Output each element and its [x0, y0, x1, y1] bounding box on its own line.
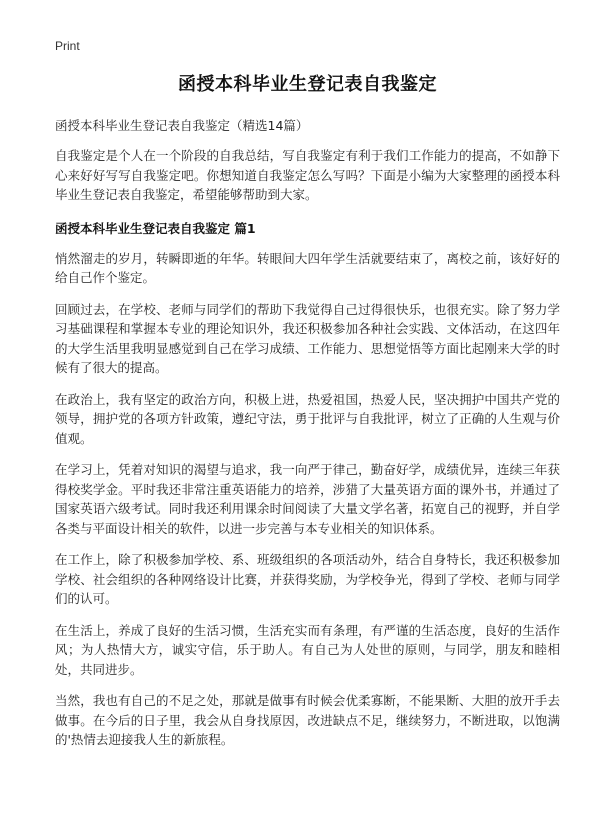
paragraph-work: 在工作上，除了积极参加学校、系、班级组织的各项活动外，结合自身特长，我还积极参加学校、社会组织的各种网络设计比赛，并获得奖励，为学校争光，得到了学校、老师与同学们的认可。 [55, 552, 560, 606]
intro-paragraph: 自我鉴定是个人在一个阶段的自我总结，写自我鉴定有利于我们工作能力的提高，不如静下心来好好写写自我鉴定吧。你想知道自我鉴定怎么写吗？下面是小编为大家整理的函授本科毕业生登记表自我鉴定，希望能够帮助到大家。 [55, 148, 560, 202]
document-subtitle: 函授本科毕业生登记表自我鉴定（精选14篇） [55, 118, 309, 133]
page-title: 函授本科毕业生登记表自我鉴定 [178, 74, 437, 95]
print-link[interactable]: Print [55, 39, 80, 53]
section-heading: 函授本科毕业生登记表自我鉴定 篇1 [55, 220, 256, 236]
paragraph-life: 在生活上，养成了良好的生活习惯，生活充实而有条理，有严谨的生活态度，良好的生活作风；为人热情大方，诚实守信，乐于助人。有自己为人处世的原则，与同学，朋友和睦相处，共同进步。 [55, 622, 560, 677]
paragraph-shortcomings: 当然，我也有自己的不足之处，那就是做事有时候会优柔寡断，不能果断、大胆的放开手去做事。在今后的日子里，我会从自身找原因，改进缺点不足，继续努力，不断进取，以饱满的'热情去迎接我人生的新旅程。 [55, 693, 560, 747]
paragraph-review: 回顾过去，在学校、老师与同学们的帮助下我觉得自己过得很快乐，也很充实。除了努力学习基础课程和掌握本专业的理论知识外，我还积极参加各种社会实践、文体活动，在这四年的大学生活里我明显感觉到自己在学习成绩、工作能力、思想觉悟等方面比起刚来大学的时候有了很大的提高。 [55, 301, 560, 375]
paragraph-study: 在学习上，凭着对知识的渴望与追求，我一向严于律己，勤奋好学，成绩优异，连续三年获得校奖学金。平时我还非常注重英语能力的培养，涉猎了大量英语方面的课外书，并通过了国家英语六级考试。同时我还利用课余时间阅读了大量文学名著，拓宽自己的视野，并自学各类与平面设计相关的软件，以进一步完善与本专业相关的知识体系。 [55, 462, 560, 536]
paragraph-opening: 悄然溜走的岁月，转瞬即逝的年华。转眼间大四年学生活就要结束了，离校之前，该好好的给自己作个鉴定。 [55, 250, 560, 285]
paragraph-politics: 在政治上，我有坚定的政治方向，积极上进，热爱祖国，热爱人民，坚决拥护中国共产党的领导，拥护党的各项方针政策，遵纪守法，勇于批评与自我批评，树立了正确的人生观与价值观。 [55, 391, 560, 446]
